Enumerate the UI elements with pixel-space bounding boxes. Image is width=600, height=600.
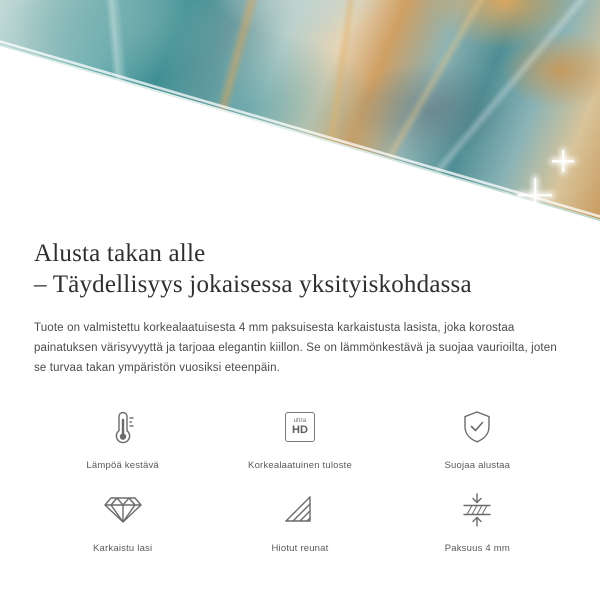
diamond-icon	[104, 487, 142, 533]
description-paragraph: Tuote on valmistettu korkealaatuisesta 4 mm paksuisesta karkaistusta lasista, joka korostaa painatuksen värisyvyyttä ja tarjoaa elegantin kiillon. Se on lämmönkestävä ja suojaa vaurioilta, joten se turvaa takan ympäristön vuosiksi eteenpäin.	[34, 322, 557, 374]
thermometer-icon	[108, 404, 138, 450]
headline-line-1: Alusta takan alle	[34, 240, 206, 267]
headline-line-2: – Täydellisyys jokaisessa yksityiskohdassa	[34, 271, 472, 298]
feature-label: Paksuus 4 mm	[444, 543, 510, 554]
shield-check-icon	[460, 404, 494, 450]
feature-item	[389, 487, 566, 554]
ultra-hd-icon	[285, 404, 315, 450]
feature-label: Karkaistu lasi	[93, 543, 153, 554]
feature-label: Lämpöä kestävä	[86, 460, 159, 471]
ultra-hd-top-label: ultra	[293, 418, 307, 424]
polished-edges-icon	[283, 487, 317, 533]
page-title	[34, 238, 566, 300]
feature-item	[389, 404, 566, 471]
thickness-icon	[460, 487, 494, 533]
feature-item	[34, 487, 211, 554]
feature-label: Korkealaatuinen tuloste	[248, 460, 352, 471]
feature-label: Suojaa alustaa	[444, 460, 511, 471]
feature-item	[211, 404, 388, 471]
ultra-hd-bottom-label: HD	[292, 424, 308, 436]
hero-image	[0, 0, 600, 222]
feature-grid	[34, 404, 566, 554]
feature-label: Hiotut reunat	[271, 543, 329, 554]
feature-item	[34, 404, 211, 471]
feature-item	[211, 487, 388, 554]
